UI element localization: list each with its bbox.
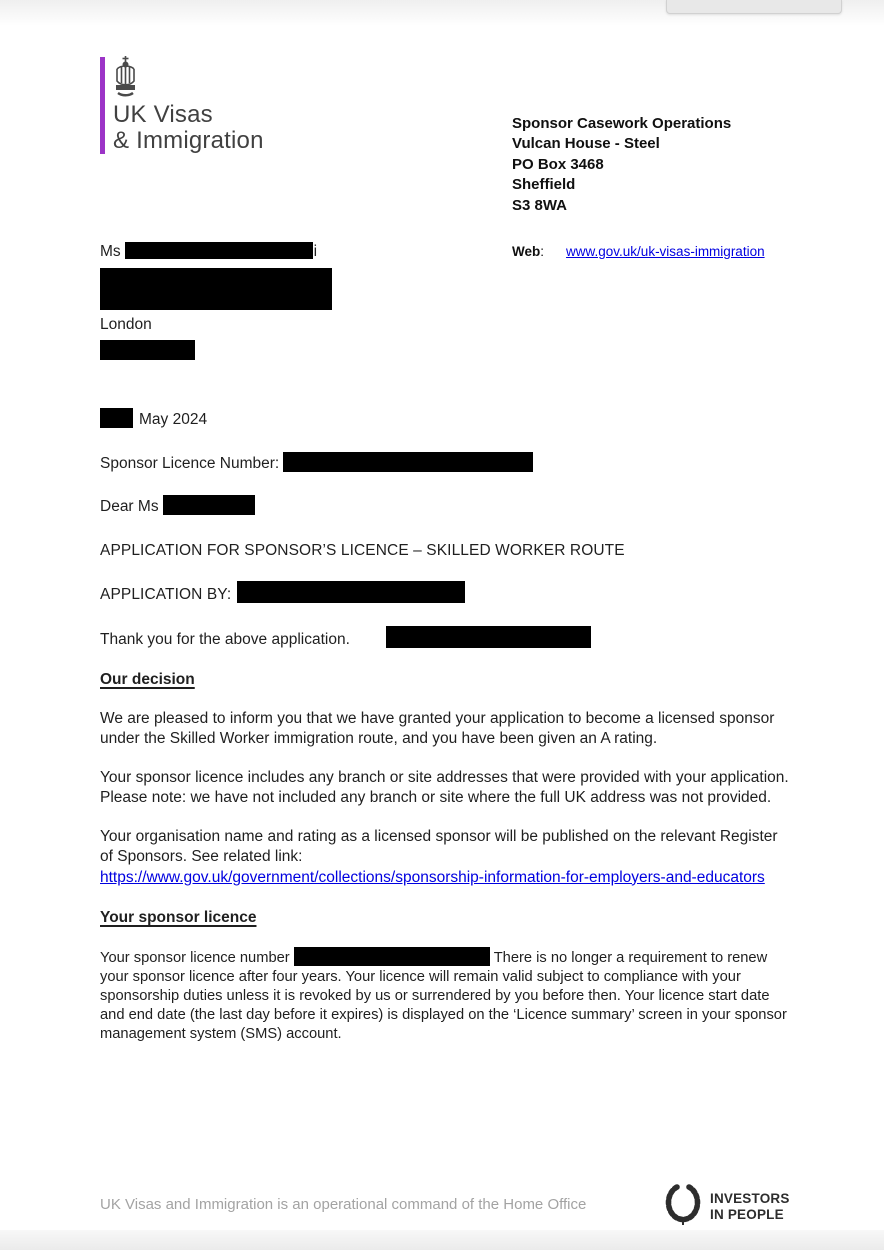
investors-in-people-logo: [663, 1182, 790, 1231]
licence-paragraph: [100, 947, 794, 1045]
browser-overlay-tab[interactable]: [666, 0, 842, 14]
application-by-label: APPLICATION BY:: [100, 586, 232, 603]
date-line: [100, 408, 792, 431]
redaction-bar-thanks: [386, 626, 591, 648]
sender-line: Vulcan House - Steel: [512, 135, 660, 153]
ukvi-logo: [100, 55, 264, 154]
sender-line: Sheffield: [512, 176, 576, 194]
redaction-bar-licence-inline: [294, 947, 490, 966]
sender-line: PO Box 3468: [512, 155, 604, 173]
licence-section-heading: Your sponsor licence: [100, 909, 257, 926]
logo-title-line2: & Immigration: [113, 127, 264, 154]
iip-wordmark: [710, 1191, 790, 1222]
subject-line-1: APPLICATION FOR SPONSOR’S LICENCE – SKILLED WORKER ROUTE: [100, 541, 625, 559]
letter-body: [100, 408, 792, 1059]
date-text: May 2024: [139, 411, 208, 428]
decision-paragraph-3-text: Your organisation name and rating as a licensed sponsor will be published on the relevant Register of Sponsors. See related link:: [100, 827, 778, 865]
licence-paragraph-suffix: There is no longer a requirement to renew your sponsor licence after four years. Your licence will remain valid subject to compliance with your sponsorship duties unless it is revoked by us or surrendered by you before then. Your licence start date and end date (the last day before it expires) is displayed on the ‘Licence summary’ screen in your sponsor management system (SMS) account.: [100, 949, 787, 1043]
licence-number-label: Sponsor Licence Number:: [100, 454, 280, 472]
laurel-wreath-icon: [663, 1182, 703, 1231]
decision-heading: Our decision: [100, 671, 195, 688]
recipient-name-suffix: i: [313, 243, 318, 260]
recipient-title: Ms: [100, 243, 121, 260]
sender-address: [512, 114, 731, 216]
licence-number-line: [100, 452, 792, 475]
thanks-line: [100, 626, 792, 651]
greeting-text: Dear Ms: [100, 498, 159, 515]
licence-paragraph-prefix: Your sponsor licence number: [100, 949, 290, 966]
decision-paragraph-3: [100, 827, 792, 889]
decision-paragraph-1: We are pleased to inform you that we have granted your application to become a licensed sponsor under the Skilled Worker immigration route, and you have been given an A rating.: [100, 709, 775, 747]
recipient-name-line: [100, 241, 332, 263]
iip-line1: INVESTORS: [710, 1191, 790, 1206]
redaction-block-company: [100, 268, 332, 310]
web-url-link[interactable]: www.gov.uk/uk-visas-immigration: [566, 244, 765, 259]
greeting-line: [100, 495, 792, 518]
crown-icon: [113, 55, 138, 105]
iip-line2: IN PEOPLE: [710, 1206, 784, 1222]
recipient-city: London: [100, 316, 152, 333]
decision-paragraph-2: Your sponsor licence includes any branch or site addresses that were provided with your application. Please note: we have not included any branch or site where the full UK address was not provided.: [100, 768, 789, 806]
redaction-bar-applicant: [237, 581, 465, 603]
page-bottom-edge: [0, 1230, 884, 1250]
sender-line: Sponsor Casework Operations: [512, 115, 732, 132]
logo-title-line1: UK Visas: [113, 101, 213, 128]
thanks-text: Thank you for the above application.: [100, 630, 350, 648]
redaction-bar-licence-number: [283, 452, 533, 472]
sender-line: S3 8WA: [512, 196, 568, 214]
web-label: Web: [512, 244, 541, 259]
redaction-bar-date: [100, 408, 133, 428]
sponsorship-info-link[interactable]: https://www.gov.uk/government/collections/sponsorship-information-for-employers-and-educators: [100, 868, 765, 886]
subject-line-2: [100, 581, 792, 606]
redaction-bar-postcode: [100, 340, 195, 360]
redaction-bar-greeting-name: [163, 495, 255, 515]
redaction-bar-name: [125, 242, 313, 259]
logo-purple-bar: [100, 57, 105, 154]
web-separator: :: [540, 244, 545, 259]
footer-disclaimer: UK Visas and Immigration is an operational command of the Home Office: [100, 1196, 587, 1213]
recipient-address: [100, 241, 332, 360]
web-line: [512, 244, 765, 259]
